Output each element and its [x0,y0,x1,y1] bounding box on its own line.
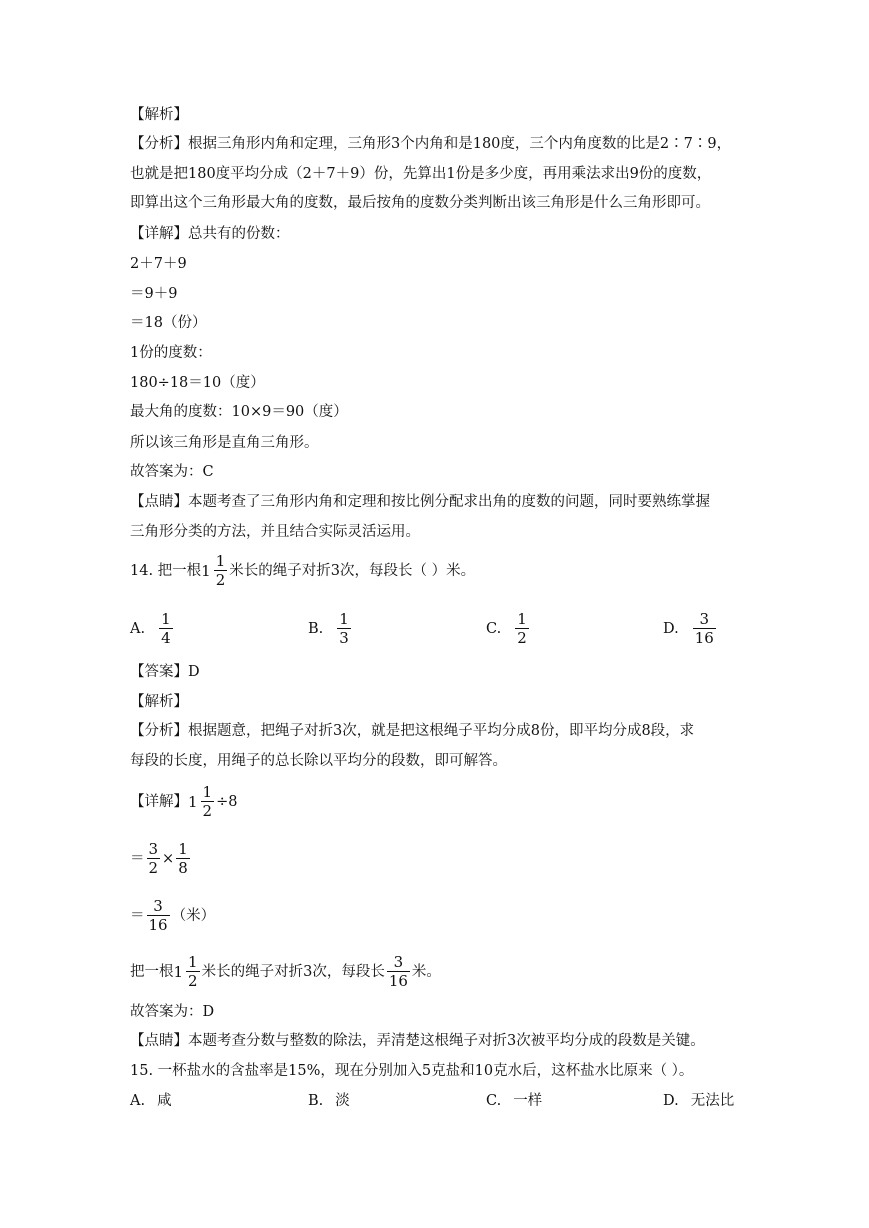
fraction-denominator: 2 [215,571,226,589]
fraction [159,610,173,647]
fraction [693,610,716,647]
fraction-denominator: 8 [178,859,188,877]
fraction [186,953,200,990]
option-text: 淡 [335,1093,350,1109]
fraction-denominator: 2 [188,972,198,990]
calc-step-1 [130,840,192,877]
analysis-line-1: 【分析】根据题意，把绳子对折3次，就是把这根绳子平均分成8份，即平均分成8段，求 [130,723,695,739]
equals-sign: ＝ [130,850,145,867]
mixed-number [201,552,229,589]
answer-line: 【答案】D [130,664,200,680]
analysis-line-1: 【分析】根据三角形内角和定理，三角形3个内角和是180度，三个内角度数的比是2∶7∶9， [130,136,732,152]
section-heading-analysis: 【解析】 [130,107,188,123]
comment-line-2: 三角形分类的方法，并且结合实际灵活运用。 [130,524,420,540]
fraction-numerator: 1 [161,610,171,628]
question-14 [130,552,475,589]
unit: （米） [171,907,216,924]
calc-line-1: 2＋7＋9 [130,256,187,272]
option-label: C. [486,1093,502,1109]
fraction [337,610,351,647]
equals-sign: ＝ [130,907,145,924]
fraction [201,783,215,820]
mixed-whole: 1 [173,962,184,981]
analysis-line-3: 即算出这个三角形最大角的度数，最后按角的度数分类判断出该三角形是什么三角形即可。 [130,195,710,211]
fraction [147,897,170,934]
option-b [308,610,353,647]
fraction-denominator: 16 [148,916,168,934]
option-text: 无法比 [690,1093,735,1109]
analysis-line-2: 每段的长度，用绳子的总长除以平均分的段数，即可解答。 [130,753,507,769]
option-label: C. [486,620,502,637]
conclusion-middle: 米长的绳子对折3次，每段长 [201,963,385,980]
fraction-numerator: 3 [387,953,410,972]
calc-line-6: 最大角的度数：10×9＝90（度） [130,404,348,420]
calc-line-4: 1份的度数： [130,345,212,361]
conclusion-prefix: 把一根 [130,963,174,980]
conclusion-suffix: 米。 [411,963,441,980]
comment-line: 【点睛】本题考查分数与整数的除法，弄清楚这根绳子对折3次被平均分成的段数是关键。 [130,1033,705,1049]
section-heading-analysis: 【解析】 [130,694,188,710]
calc-line-5: 180÷18＝10（度） [130,375,265,391]
fraction-denominator: 16 [694,629,714,647]
fraction-denominator: 16 [388,972,408,990]
option-c [486,610,531,647]
conclusion-line: 所以该三角形是直角三角形。 [130,435,319,451]
option-text: 咸 [157,1093,172,1109]
fraction-numerator: 1 [517,610,527,628]
mixed-number [188,783,216,820]
fraction-numerator: 1 [339,610,349,628]
detail-line [130,783,237,820]
question-15: 15. 一杯盐水的含盐率是15%，现在分别加入5克盐和10克水后，这杯盐水比原来（ ）。 [130,1063,694,1079]
fraction-denominator: 2 [202,802,213,820]
option-text: 一样 [513,1093,543,1109]
option-d [663,1091,734,1111]
fraction-denominator: 3 [339,629,349,647]
analysis-line-2: 也就是把180度平均分成（2＋7＋9）份，先算出1份是多少度，再用乘法求出9份的度数， [130,166,712,182]
conclusion-line [130,953,441,990]
comment-line-1: 【点睛】本题考查了三角形内角和定理和按比例分配求出角的度数的问题，同时要熟练掌握 [130,494,710,510]
option-b [308,1091,350,1111]
multiply-sign: × [162,850,175,867]
answer-line: 故答案为：C [130,464,214,480]
fraction [214,552,228,589]
option-label: A. [130,1093,146,1109]
option-a [130,1091,172,1111]
fraction-numerator: 3 [147,897,170,916]
question-14-suffix: 米长的绳子对折3次，每段长（ ）米。 [229,562,476,579]
option-a [130,610,175,647]
question-14-prefix: 14. 把一根 [130,562,202,579]
option-label: D. [663,620,679,637]
option-c [486,1091,542,1111]
fraction-denominator: 2 [148,859,159,877]
fraction-numerator: 1 [188,953,198,971]
detail-line: 【详解】总共有的份数： [130,226,290,242]
calc-line-2: ＝9＋9 [130,286,178,302]
calc-line-3: ＝18（份） [130,315,207,331]
option-label: A. [130,620,146,637]
fraction [147,840,161,877]
fraction-numerator: 1 [178,840,188,858]
fraction-denominator: 2 [517,629,527,647]
fraction-numerator: 3 [148,840,159,858]
fraction [387,953,410,990]
fraction-numerator: 3 [693,610,716,629]
fraction [176,840,190,877]
option-label: B. [308,1093,324,1109]
fraction-numerator: 1 [202,783,213,801]
detail-prefix: 【详解】 [130,793,188,810]
option-label: B. [308,620,324,637]
option-label: D. [663,1093,679,1109]
mixed-whole: 1 [188,792,198,811]
calc-step-2 [130,897,215,934]
answer-line: 故答案为：D [130,1004,215,1020]
option-d [663,610,718,647]
fraction-numerator: 1 [215,552,226,570]
mixed-number [174,953,202,990]
mixed-whole: 1 [201,561,211,580]
fraction-denominator: 4 [161,629,171,647]
fraction [515,610,529,647]
detail-suffix: ÷8 [216,793,238,810]
